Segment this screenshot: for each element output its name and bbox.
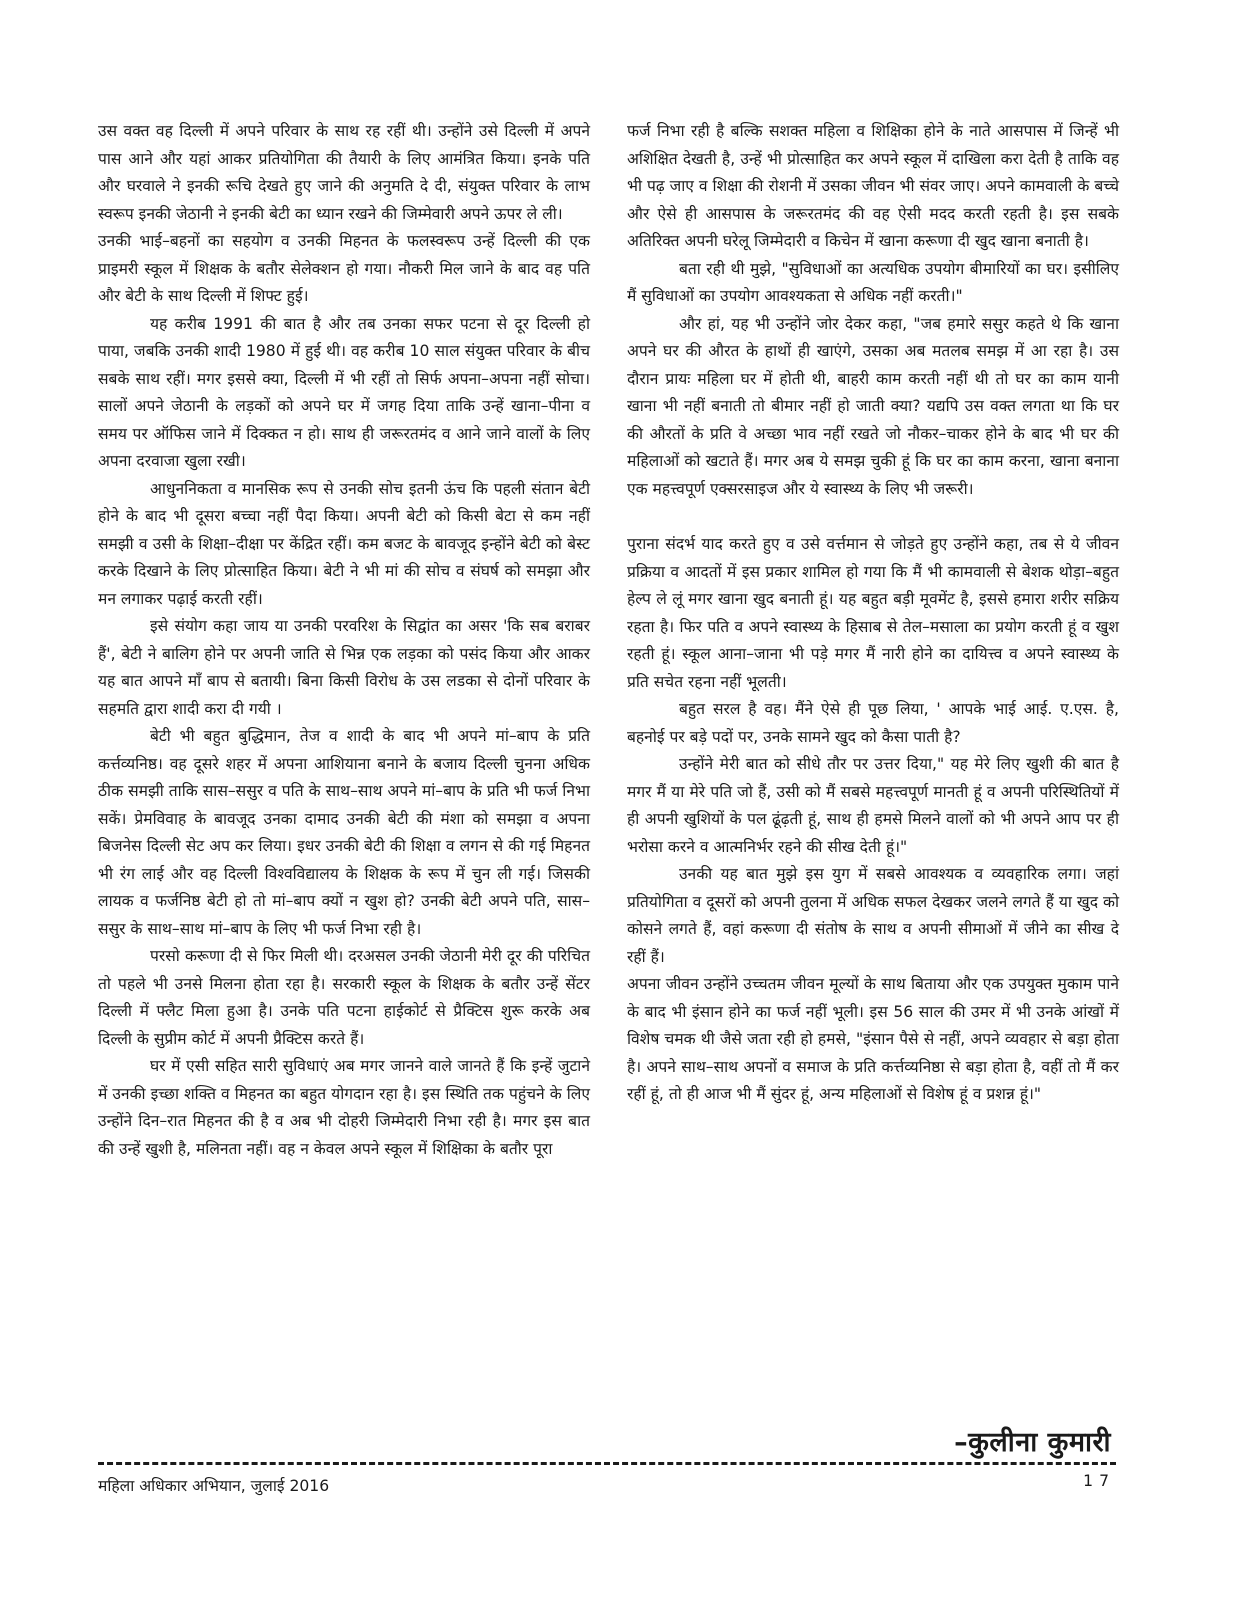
paragraph: और हां, यह भी उन्होंने जोर देकर कहा, "जब हमारे ससुर कहते थे कि खाना अपने घर की औरत के हाथों ही खाएंगे, उसका अब मतलब समझ में आ रहा है। उस दौरान प्रायः महिला घर में होती थी, बाहरी काम करती नहीं थी तो घर का काम यानी खाना भी नहीं बनाती तो बीमार नहीं हो जाती क्या? यद्यपि उस वक्त लगता था कि घर की औरतों के प्रति वे अच्छा भाव नहीं रखते जो नौकर–चाकर होने के बाद भी घर की महिलाओं को खटाते हैं। मगर अब ये समझ चुकी हूं कि घर का काम करना, खाना बनाना एक महत्त्वपूर्ण एक्सरसाइज और ये स्वास्थ्य के लिए भी जरूरी। [627,314,1119,498]
paragraph: बता रही थी मुझे, "सुविधाओं का अत्यधिक उपयोग बीमारियों का घर। इसीलिए मैं सुविधाओं का उपयोग आवश्यकता से अधिक नहीं करती।" [627,259,1119,305]
paragraph: पुराना संदर्भ याद करते हुए व उसे वर्त्तमान से जोड़ते हुए उन्होंने कहा, तब से ये जीवन प्रक्रिया व आदतों में इस प्रकार शामिल हो गया कि मैं भी कामवाली से बेशक थोड़ा–बहुत हेल्प ले लूं मगर खाना खुद बनाती हूं। यह बहुत बड़ी मूवमेंट है, इससे हमारा शरीर सक्रिय रहता है। फिर पति व अपने स्वास्थ्य के हिसाब से तेल–मसाला का प्रयोग करती हूं व खुश रहती हूं। स्कूल आना–जाना भी पड़े मगर मैं नारी होने का दायित्त्व व अपने स्वास्थ्य के प्रति सचेत रहना नहीं भूलती। [627,535,1119,691]
left-column [98,118,590,1163]
paragraph: उनकी भाई–बहनों का सहयोग व उनकी मिहनत के फलस्वरूप उन्हें दिल्ली की एक प्राइमरी स्कूल में शिक्षक के बतौर सेलेक्शन हो गया। नौकरी मिल जाने के बाद वह पति और बेटी के साथ दिल्ली में शिफ्ट हुई। [98,232,590,305]
paragraph: अपना जीवन उन्होंने उच्चतम जीवन मूल्यों के साथ बिताया और एक उपयुक्त मुकाम पाने के बाद भी इंसान होने का फर्ज नहीं भूली। इस 56 साल की उमर में भी उनके आंखों में विशेष चमक थी जैसे जता रही हो हमसे, "इंसान पैसे से नहीं, अपने व्यवहार से बड़ा होता है। अपने साथ–साथ अपनों व समाज के प्रति कर्त्तव्यनिष्ठा से बड़ा होता है, वहीं तो मैं कर रहीं हूं, तो ही आज भी मैं सुंदर हूं, अन्य महिलाओं से विशेष हूं व प्रशन्न हूं।" [627,975,1119,1103]
paragraph: परसो करूणा दी से फिर मिली थी। दरअसल उनकी जेठानी मेरी दूर की परिचित तो पहले भी उनसे मिलना होता रहा है। सरकारी स्कूल के शिक्षक के बतौर उन्हें सेंटर दिल्ली में फ्लैट मिला हुआ है। उनके पति पटना हाईकोर्ट से प्रैक्टिस शुरू करके अब दिल्ली के सुप्रीम कोर्ट में अपनी प्रैक्टिस करते हैं। [98,947,590,1048]
paragraph: यह करीब 1991 की बात है और तब उनका सफर पटना से दूर दिल्ली हो पाया, जबकि उनकी शादी 1980 में हुई थी। वह करीब 10 साल संयुक्त परिवार के बीच सबके साथ रहीं। मगर इससे क्या, दिल्ली में भी रहीं तो सिर्फ अपना–अपना नहीं सोचा। सालों अपने जेठानी के लड़कों को अपने घर में जगह दिया ताकि उन्हें खाना–पीना व समय पर ऑफिस जाने में दिक्कत न हो। साथ ही जरूरतमंद व आने जाने वालों के लिए अपना दरवाजा खुला रखी। [98,314,590,470]
page-number: 17 [1083,1472,1115,1490]
paragraph: घर में एसी सहित सारी सुविधाएं अब मगर जानने वाले जानते हैं कि इन्हें जुटाने में उनकी इच्छा शक्ति व मिहनत का बहुत योगदान रहा है। इस स्थिति तक पहुंचने के लिए उन्होंने दिन–रात मिहनत की है व अब भी दोहरी जिम्मेदारी निभा रही है। मगर इस बात की उन्हें खुशी है, मलिनता नहीं। वह न केवल अपने स्कूल में शिक्षिका के बतौर पूरा [98,1057,590,1158]
paragraph: बहुत सरल है वह। मैंने ऐसे ही पूछ लिया, ' आपके भाई आई. ए.एस. है, बहनोई पर बड़े पदों पर, उनके सामने खुद को कैसा पाती है? [627,700,1119,746]
paragraph: बेटी भी बहुत बुद्धिमान, तेज व शादी के बाद भी अपने मां–बाप के प्रति कर्त्तव्यनिष्ठ। वह दूसरे शहर में अपना आशियाना बनाने के बजाय दिल्ली चुनना अधिक ठीक समझी ताकि सास–ससुर व पति के साथ–साथ अपने मां–बाप के प्रति भी फर्ज निभा सकें। प्रेमविवाह के बावजूद उनका दामाद उनकी बेटी की मंशा को समझा व अपना बिजनेस दिल्ली सेट अप कर लिया। इधर उनकी बेटी की शिक्षा व लगन से की गई मिहनत भी रंग लाई और वह दिल्ली विश्वविद्यालय के शिक्षक के रूप में चुन ली गई। जिसकी लायक व फर्जनिष्ठ बेटी हो तो मां–बाप क्यों न खुश हो? उनकी बेटी अपने पति, सास–ससुर के साथ–साथ मां–बाप के लिए भी फर्ज निभा रही है। [98,727,590,938]
paragraph: इसे संयोग कहा जाय या उनकी परवरिश के सिद्वांत का असर 'कि सब बराबर हैं', बेटी ने बालिग होने पर अपनी जाति से भिन्न एक लड़का को पसंद किया और आकर यह बात आपने माँ बाप से बतायी। बिना किसी विरोध के उस लडका से दोनों परिवार के सहमति द्वारा शादी करा दी गयी । [98,617,590,718]
paragraph: उन्होंने मेरी बात को सीधे तौर पर उत्तर दिया," यह मेरे लिए खुशी की बात है मगर मैं या मेरे पति जो हैं, उसी को मैं सबसे महत्त्वपूर्ण मानती हूं व अपनी परिस्थितियों में ही अपनी खुशियों के पल ढूंढ़ती हूं, साथ ही हमसे मिलने वालों को भी अपने आप पर ही भरोसा करने व आत्मनिर्भर रहने की सीख देती हूं।" [627,755,1119,856]
author-signature: –कुलीना कुमारी [954,1427,1111,1458]
paragraph: आधुननिकता व मानसिक रूप से उनकी सोच इतनी ऊंच कि पहली संतान बेटी होने के बाद भी दूसरा बच्चा नहीं पैदा किया। अपनी बेटी को किसी बेटा से कम नहीं समझी व उसी के शिक्षा–दीक्षा पर केंद्रित रहीं। कम बजट के बावजूद इन्होंने बेटी को बेस्ट करके दिखाने के लिए प्रोत्साहित किया। बेटी ने भी मां की सोच व संघर्ष को समझा और मन लगाकर पढ़ाई करती रहीं। [98,479,590,608]
paragraph: फर्ज निभा रही है बल्कि सशक्त महिला व शिक्षिका होने के नाते आसपास में जिन्हें भी अशिक्षित देखती है, उन्हें भी प्रोत्साहित कर अपने स्कूल में दाखिला करा देती है ताकि वह भी पढ़ जाए व शिक्षा की रोशनी में उसका जीवन भी संवर जाए। अपने कामवाली के बच्चे और ऐसे ही आसपास के जरूरतमंद की वह ऐसी मदद करती रहती है। इस सबके अतिरिक्त अपनी घरेलू जिम्मेदारी व किचेन में खाना करूणा दी खुद खाना बनाती है। [627,122,1119,250]
publication-info: महिला अधिकार अभियान, जुलाई 2016 [98,1477,330,1495]
footer-divider [98,1462,1116,1465]
paragraph: उनकी यह बात मुझे इस युग में सबसे आवश्यक व व्यवहारिक लगा। जहां प्रतियोगिता व दूसरों को अपनी तुलना में अधिक सफल देखकर जलने लगते हैं या खुद को कोसने लगते हैं, वहां करूणा दी संतोष के साथ व अपनी सीमाओं में जीने का सीख दे रहीं हैं। [627,865,1119,966]
right-column [627,118,1119,1109]
paragraph: उस वक्त वह दिल्ली में अपने परिवार के साथ रह रहीं थी। उन्होंने उसे दिल्ली में अपने पास आने और यहां आकर प्रतियोगिता की तैयारी के लिए आमंत्रित किया। इनके पति और घरवाले ने इनकी रूचि देखते हुए जाने की अनुमति दे दी, संयुक्त परिवार के लाभ स्वरूप इनकी जेठानी ने इनकी बेटी का ध्यान रखने की जिम्मेवारी अपने ऊपर ले ली। [98,122,590,223]
